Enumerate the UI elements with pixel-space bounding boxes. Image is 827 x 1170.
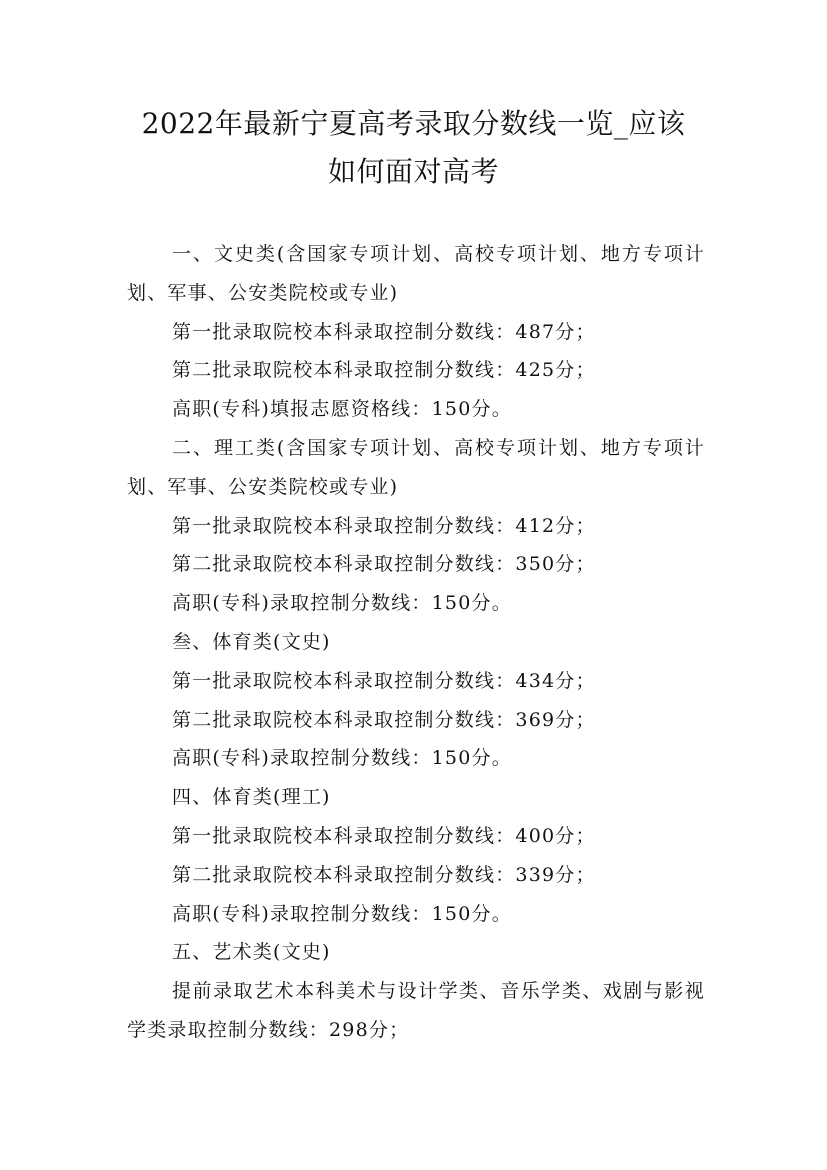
section-heading-yishu-wenshi: 五、艺术类(文史) bbox=[172, 941, 331, 964]
score-line: 第二批录取院校本科录取控制分数线：339分； bbox=[172, 863, 596, 886]
score-line: 高职(专科)填报志愿资格线：150分。 bbox=[172, 398, 512, 421]
score-line: 第一批录取院校本科录取控制分数线：487分； bbox=[172, 320, 596, 343]
title-line-1: 2022年最新宁夏高考录取分数线一览_应该 bbox=[141, 107, 686, 140]
section-heading-wenshi: 一、文史类(含国家专项计划、高校专项计划、地方专项计划、军事、公安类院校或专业) bbox=[127, 243, 705, 304]
score-line: 第一批录取院校本科录取控制分数线：400分； bbox=[172, 824, 596, 847]
score-line: 第一批录取院校本科录取控制分数线：412分； bbox=[172, 514, 596, 537]
score-line: 高职(专科)录取控制分数线：150分。 bbox=[172, 902, 512, 925]
document-title bbox=[110, 100, 717, 196]
score-line: 第二批录取院校本科录取控制分数线：369分； bbox=[172, 708, 596, 731]
score-line: 高职(专科)录取控制分数线：150分。 bbox=[172, 592, 512, 615]
section-heading-ligong: 二、理工类(含国家专项计划、高校专项计划、地方专项计划、军事、公安类院校或专业) bbox=[127, 436, 705, 498]
score-line: 第一批录取院校本科录取控制分数线：434分； bbox=[172, 669, 596, 692]
section-heading-tiyu-wenshi: 叁、体育类(文史) bbox=[172, 630, 331, 653]
title-line-2: 如何面对高考 bbox=[327, 155, 499, 188]
score-line: 提前录取艺术本科美术与设计学类、音乐学类、戏剧与影视学类录取控制分数线：298分； bbox=[127, 980, 705, 1041]
score-line: 第二批录取院校本科录取控制分数线：350分； bbox=[172, 553, 596, 576]
score-line: 高职(专科)录取控制分数线：150分。 bbox=[172, 747, 512, 770]
document-body bbox=[127, 235, 705, 1050]
score-line: 第二批录取院校本科录取控制分数线：425分； bbox=[172, 359, 596, 382]
section-heading-tiyu-ligong: 四、体育类(理工) bbox=[172, 786, 331, 809]
